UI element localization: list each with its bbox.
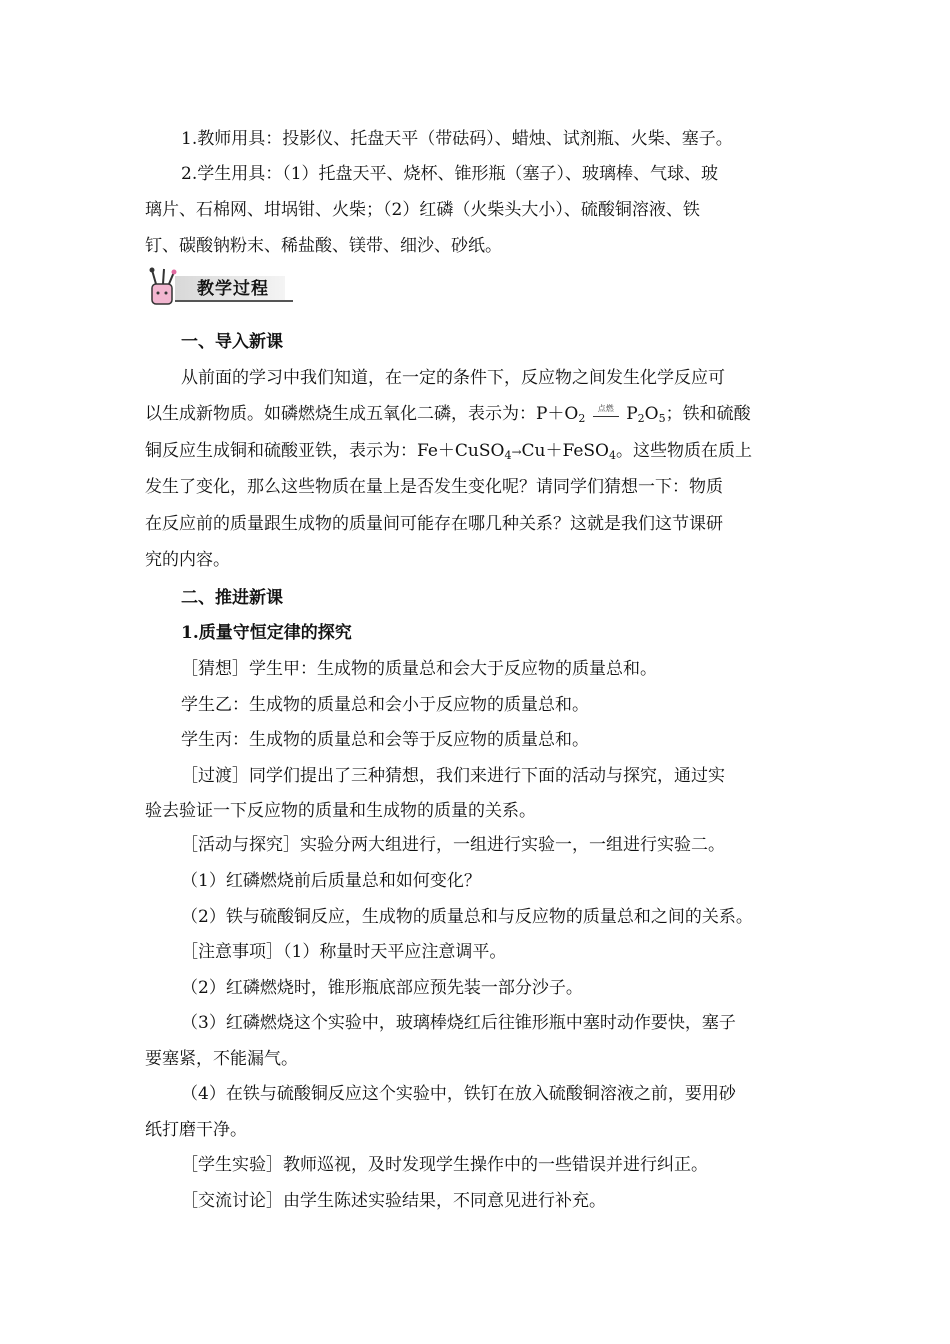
text: O [644, 404, 659, 424]
section-banner [143, 266, 288, 308]
transition-line1: ［过渡］同学们提出了三种猜想，我们来进行下面的活动与探究，通过实 [181, 766, 725, 786]
intro-p1-line5: 在反应前的质量跟生成物的质量间可能存在哪几种关系？这就是我们这节课研 [145, 514, 723, 534]
subscript: 2 [578, 412, 586, 425]
arrow-icon: → [511, 445, 522, 459]
note-4-line2: 纸打磨干净。 [145, 1120, 247, 1140]
subscript: 2 [637, 412, 645, 425]
subscript: 4 [504, 449, 512, 462]
text: ；铁和硫酸 [665, 404, 751, 424]
text: P [626, 404, 638, 424]
question-1: （1）红磷燃烧前后质量总和如何变化？ [181, 871, 481, 891]
question-2: （2）铁与硫酸铜反应，生成物的质量总和与反应物的质量总和之间的关系。 [181, 907, 753, 927]
intro-p1-line2 [145, 402, 815, 426]
subscript: 5 [658, 412, 666, 425]
equipment-teacher: 1.教师用具：投影仪、托盘天平（带砝码）、蜡烛、试剂瓶、火柴、塞子。 [181, 129, 733, 149]
intro-p1-line3 [145, 439, 815, 464]
text: 铜反应生成铜和硫酸亚铁，表示为：Fe＋CuSO [145, 441, 505, 461]
discussion: ［交流讨论］由学生陈述实验结果，不同意见进行补充。 [181, 1191, 606, 1211]
note-1: ［注意事项］（1）称量时天平应注意调平。 [181, 942, 507, 962]
intro-heading: 一、导入新课 [181, 332, 283, 352]
text: Cu＋FeSO [521, 441, 609, 461]
banner-title: 教学过程 [175, 276, 285, 302]
intro-p1-line1: 从前面的学习中我们知道，在一定的条件下，反应物之间发生化学反应可 [181, 368, 725, 388]
guess-a: ［猜想］学生甲：生成物的质量总和会大于反应物的质量总和。 [181, 659, 657, 679]
guess-c: 学生丙：生成物的质量总和会等于反应物的质量总和。 [181, 730, 589, 750]
guess-b: 学生乙：生成物的质量总和会小于反应物的质量总和。 [181, 695, 589, 715]
transition-line2: 验去验证一下反应物的质量和生成物的质量的关系。 [145, 801, 536, 821]
reaction-arrow [591, 403, 621, 422]
intro-p1-line4: 发生了变化，那么这些物质在量上是否发生变化呢？请同学们猜想一下：物质 [145, 477, 723, 497]
note-4-line1: （4）在铁与硫酸铜反应这个实验中，铁钉在放入硫酸铜溶液之前，要用砂 [181, 1084, 736, 1104]
activity: ［活动与探究］实验分两大组进行，一组进行实验一，一组进行实验二。 [181, 835, 725, 855]
equipment-student-line2: 璃片、石棉网、坩埚钳、火柴；（2）红磷（火柴头大小）、硫酸铜溶液、铁 [145, 200, 700, 220]
note-2: （2）红磷燃烧时，锥形瓶底部应预先装一部分沙子。 [181, 978, 583, 998]
student-experiment: ［学生实验］教师巡视，及时发现学生操作中的一些错误并进行纠正。 [181, 1155, 708, 1175]
reaction-condition: 点燃 [597, 403, 614, 413]
advance-heading: 二、推进新课 [181, 588, 283, 608]
equipment-student-line1: 2.学生用具：（1）托盘天平、烧杯、锥形瓶（塞子）、玻璃棒、气球、玻 [181, 164, 719, 184]
text: 。这些物质在质上 [616, 441, 752, 461]
equipment-student-line3: 钉、碳酸钠粉末、稀盐酸、镁带、细沙、砂纸。 [145, 236, 502, 256]
intro-p1-line6: 究的内容。 [145, 550, 230, 570]
note-3-line2: 要塞紧，不能漏气。 [145, 1049, 298, 1069]
subscript: 4 [609, 449, 616, 462]
text: 以生成新物质。如磷燃烧生成五氧化二磷，表示为：P＋O [145, 404, 579, 424]
note-3-line1: （3）红磷燃烧这个实验中，玻璃棒烧红后往锥形瓶中塞时动作要快，塞子 [181, 1013, 736, 1033]
advance-subheading: 1.质量守恒定律的探究 [181, 623, 352, 643]
